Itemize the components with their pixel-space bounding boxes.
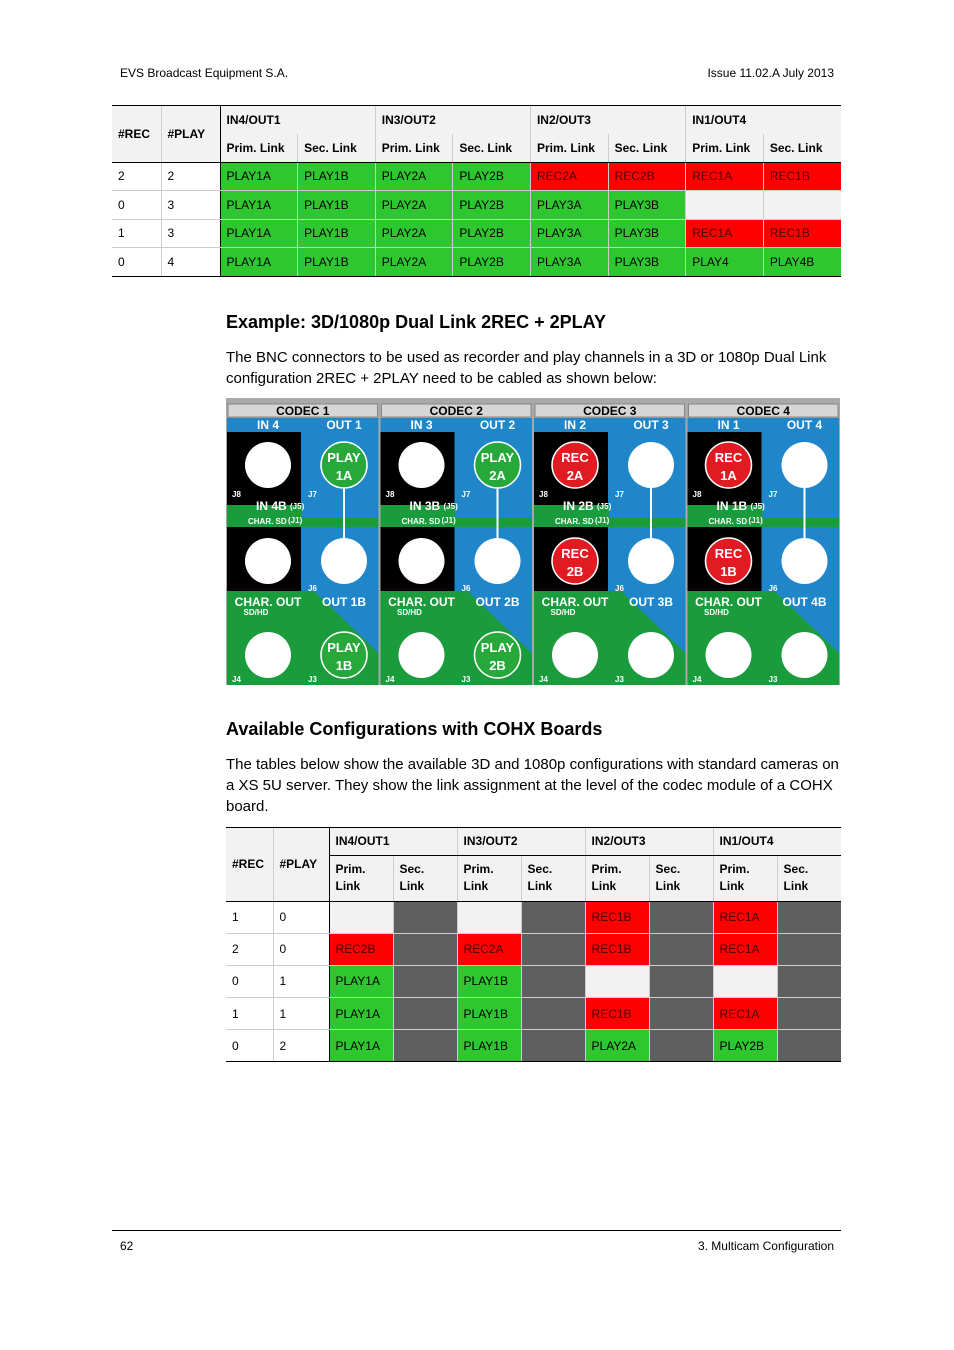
- jack-label: J8: [539, 490, 548, 499]
- table-cell: PLAY1A: [220, 248, 298, 277]
- link-subheader: Sec. Link: [608, 134, 686, 162]
- table-cell: REC2B: [608, 162, 686, 191]
- link-subheader: Prim. Link: [457, 855, 521, 901]
- jack-label: J7: [768, 490, 778, 499]
- table-cell: PLAY2B: [713, 1030, 777, 1062]
- group-header: IN1/OUT4: [713, 828, 841, 855]
- table-cell: [649, 1030, 713, 1062]
- table-cell: REC1A: [686, 219, 764, 248]
- table-cell: PLAY2A: [375, 191, 453, 220]
- in-label: IN 3: [410, 418, 433, 432]
- table-cell: 2: [226, 933, 273, 965]
- table-cell: 0: [226, 965, 273, 997]
- table-cell: REC1A: [686, 162, 764, 191]
- char-sd-label: CHAR. SD: [555, 517, 594, 526]
- table-cell: PLAY1A: [220, 191, 298, 220]
- jack-label: J4: [232, 675, 241, 684]
- jack-label: J4: [385, 675, 395, 684]
- table-cell: REC1A: [713, 933, 777, 965]
- link-subheader: Sec. Link: [521, 855, 585, 901]
- bnc-connector-label: PLAY: [480, 450, 515, 465]
- col-rec-header: #REC: [112, 106, 161, 162]
- sdhd-label: SD/HD: [550, 608, 576, 617]
- table-cell: [393, 998, 457, 1030]
- table-cell: 2: [112, 162, 161, 191]
- bnc-connector-label: 1B: [720, 564, 737, 579]
- table-cell: [777, 998, 841, 1030]
- table-cell: REC1A: [713, 901, 777, 933]
- table-cell: PLAY2A: [375, 248, 453, 277]
- table-cell: 0: [273, 901, 329, 933]
- bnc-connector: [628, 442, 674, 488]
- table-row: [112, 219, 841, 248]
- jack-label: J6: [615, 584, 624, 593]
- table-cell: PLAY3B: [608, 248, 686, 277]
- table-cell: 1: [226, 901, 273, 933]
- jack-label: J6: [768, 584, 778, 593]
- bnc-connector: [628, 538, 674, 584]
- table-cell: [649, 998, 713, 1030]
- link-subheader: Prim. Link: [375, 134, 453, 162]
- group-header: IN4/OUT1: [220, 106, 375, 134]
- jack-label: (J1): [288, 516, 303, 525]
- bnc-connector-label: PLAY: [480, 640, 515, 655]
- bnc-connector: [552, 632, 598, 678]
- jack-label: J3: [461, 675, 471, 684]
- group-header: IN2/OUT3: [585, 828, 713, 855]
- link-subheader: Sec. Link: [649, 855, 713, 901]
- in-label: IN 2: [563, 418, 587, 432]
- jack-label: J8: [232, 490, 241, 499]
- link-subheader: Sec. Link: [777, 855, 841, 901]
- table-cell: PLAY2B: [453, 162, 531, 191]
- table-cell: REC1B: [763, 162, 841, 191]
- table-cell: PLAY1A: [329, 965, 393, 997]
- jack-label: (J5): [443, 502, 458, 511]
- table-cell: [329, 901, 393, 933]
- table-cell: [457, 901, 521, 933]
- bnc-connector-label: 2B: [566, 564, 584, 579]
- chapter-name: 3. Multicam Configuration: [697, 1239, 834, 1253]
- char-sd-label: CHAR. SD: [401, 517, 441, 526]
- col-play-header: #PLAY: [161, 106, 220, 162]
- out-b-label: OUT 1B: [321, 595, 367, 609]
- table-cell: [521, 901, 585, 933]
- table-cell: 4: [161, 248, 220, 277]
- out-label: OUT 3: [633, 418, 669, 432]
- col-play-header: #PLAY: [273, 828, 329, 901]
- table-cell: PLAY3A: [530, 219, 608, 248]
- table-cell: [777, 901, 841, 933]
- char-out-label: CHAR. OUT: [234, 595, 302, 609]
- table-row: [226, 901, 841, 933]
- table-cell: 2: [161, 162, 220, 191]
- table-cell: PLAY1A: [329, 1030, 393, 1062]
- table-cell: [649, 965, 713, 997]
- bnc-connector: [399, 538, 445, 584]
- table-cell: [649, 933, 713, 965]
- table-cell: 0: [273, 933, 329, 965]
- table-cell: [713, 965, 777, 997]
- in-label: IN 4: [256, 418, 280, 432]
- table-cell: REC1B: [585, 901, 649, 933]
- table-cell: REC1B: [585, 998, 649, 1030]
- table-cell: [649, 901, 713, 933]
- table-cell: PLAY1A: [220, 219, 298, 248]
- jack-label: J6: [308, 584, 317, 593]
- bnc-connector: [628, 632, 674, 678]
- jack-label: J8: [385, 490, 395, 499]
- bnc-connector: [245, 538, 291, 584]
- table-cell: PLAY1B: [298, 162, 376, 191]
- codec-title: CODEC 4: [736, 404, 790, 418]
- sdhd-label: SD/HD: [397, 608, 422, 617]
- link-subheader: Prim. Link: [329, 855, 393, 901]
- table-cell: PLAY2A: [375, 162, 453, 191]
- table-row: [112, 248, 841, 277]
- section-title-cohx: Available Configurations with COHX Boards: [226, 719, 603, 739]
- jack-label: (J5): [597, 502, 612, 511]
- bnc-connector: [782, 538, 828, 584]
- bnc-connector-label: 1A: [335, 468, 353, 483]
- table-cell: PLAY4: [686, 248, 764, 277]
- jack-label: J7: [308, 490, 317, 499]
- table-cell: PLAY1A: [220, 162, 298, 191]
- out-label: OUT 2: [479, 418, 516, 432]
- config-table-2: [226, 828, 841, 1062]
- bnc-connector-label: 2A: [566, 468, 584, 483]
- table-cell: PLAY3B: [608, 219, 686, 248]
- bnc-connector-label: 1A: [720, 468, 737, 483]
- table-cell: 1: [273, 965, 329, 997]
- table-cell: 3: [161, 219, 220, 248]
- table-cell: [521, 933, 585, 965]
- table-row: [112, 162, 841, 191]
- out-label: OUT 1: [326, 418, 362, 432]
- header-issue: Issue 11.02.A July 2013: [707, 66, 834, 80]
- table-cell: [393, 1030, 457, 1062]
- table-cell: 2: [273, 1030, 329, 1062]
- bnc-connector-label: REC: [714, 450, 743, 465]
- bnc-connector-label: 1B: [335, 658, 353, 673]
- table-row: [226, 933, 841, 965]
- bnc-connector: [706, 632, 752, 678]
- table-cell: PLAY2A: [585, 1030, 649, 1062]
- table-cell: PLAY1B: [457, 998, 521, 1030]
- jack-label: J4: [539, 675, 548, 684]
- jack-label: (J1): [748, 516, 763, 525]
- table-cell: [393, 933, 457, 965]
- bnc-connector: [782, 632, 828, 678]
- bnc-connector: [245, 632, 291, 678]
- table-cell: REC2A: [457, 933, 521, 965]
- table-cell: 0: [226, 1030, 273, 1062]
- table-cell: [777, 1030, 841, 1062]
- table-cell: PLAY2B: [453, 191, 531, 220]
- jack-label: (J5): [290, 502, 305, 511]
- group-header: IN4/OUT1: [329, 828, 457, 855]
- link-subheader: Prim. Link: [585, 855, 649, 901]
- table-cell: [521, 965, 585, 997]
- jack-label: J3: [308, 675, 317, 684]
- table-cell: [686, 191, 764, 220]
- header-company: EVS Broadcast Equipment S.A.: [120, 66, 289, 80]
- link-subheader: Prim. Link: [713, 855, 777, 901]
- in-b-label: IN 3B: [409, 499, 441, 513]
- bnc-connector-label: REC: [714, 546, 743, 561]
- table-cell: REC2B: [329, 933, 393, 965]
- link-subheader: Sec. Link: [763, 134, 841, 162]
- codec-title: CODEC 1: [276, 404, 330, 418]
- table-cell: 1: [226, 998, 273, 1030]
- sdhd-label: SD/HD: [243, 608, 269, 617]
- char-sd-label: CHAR. SD: [708, 517, 748, 526]
- bnc-connector-label: REC: [561, 450, 589, 465]
- page-number: 62: [120, 1239, 134, 1253]
- table-cell: 0: [112, 248, 161, 277]
- char-out-label: CHAR. OUT: [695, 595, 762, 609]
- bnc-connector: [782, 442, 828, 488]
- jack-label: (J1): [595, 516, 610, 525]
- table-cell: PLAY3A: [530, 248, 608, 277]
- bnc-connector-label: PLAY: [327, 450, 361, 465]
- in-b-label: IN 4B: [256, 499, 287, 513]
- section-title-example: Example: 3D/1080p Dual Link 2REC + 2PLAY: [226, 312, 606, 332]
- link-subheader: Sec. Link: [298, 134, 376, 162]
- char-out-label: CHAR. OUT: [541, 595, 609, 609]
- table-row: [226, 1030, 841, 1062]
- link-subheader: Sec. Link: [453, 134, 531, 162]
- jack-label: J7: [461, 490, 471, 499]
- out-b-label: OUT 4B: [782, 595, 827, 609]
- table-cell: [777, 933, 841, 965]
- bnc-connector: [321, 538, 367, 584]
- table-cell: PLAY1B: [457, 1030, 521, 1062]
- bnc-connector: [245, 442, 291, 488]
- table-cell: REC1B: [763, 219, 841, 248]
- table-row: [226, 998, 841, 1030]
- char-sd-label: CHAR. SD: [248, 517, 287, 526]
- table-cell: [585, 965, 649, 997]
- table-cell: PLAY3A: [530, 191, 608, 220]
- jack-label: (J5): [750, 502, 765, 511]
- jack-label: J3: [615, 675, 624, 684]
- in-b-label: IN 2B: [563, 499, 594, 513]
- table-cell: REC1A: [713, 998, 777, 1030]
- table-cell: [521, 1030, 585, 1062]
- table-cell: PLAY1B: [457, 965, 521, 997]
- in-b-label: IN 1B: [716, 499, 748, 513]
- link-subheader: Prim. Link: [220, 134, 298, 162]
- table-cell: 3: [161, 191, 220, 220]
- table-cell: PLAY4B: [763, 248, 841, 277]
- table-cell: PLAY2B: [453, 219, 531, 248]
- section-body-example: The BNC connectors to be used as recorder and play channels in a 3D or 1080p Dual Link configuration 2REC + 2PLAY need to be cabled as shown below:: [226, 349, 827, 387]
- footer-rule: [112, 1230, 841, 1231]
- jack-label: J4: [692, 675, 702, 684]
- table-row: [226, 965, 841, 997]
- jack-label: J6: [461, 584, 471, 593]
- char-out-label: CHAR. OUT: [388, 595, 455, 609]
- group-header: IN1/OUT4: [686, 106, 841, 134]
- table-cell: 1: [112, 219, 161, 248]
- col-rec-header: #REC: [226, 828, 273, 901]
- section-body-cohx: The tables below show the available 3D and 1080p configurations with standard cameras on a XS 5U server. They show the link assignment at the level of the codec module of a COHX board.: [226, 756, 839, 815]
- jack-label: J8: [692, 490, 702, 499]
- table-cell: 0: [112, 191, 161, 220]
- table-row: [112, 191, 841, 220]
- table-cell: [777, 965, 841, 997]
- jack-label: (J1): [441, 516, 456, 525]
- bnc-connector-diagram: [226, 398, 840, 685]
- group-header: IN3/OUT2: [457, 828, 585, 855]
- codec-title: CODEC 3: [583, 404, 637, 418]
- table-cell: [763, 191, 841, 220]
- table-cell: 1: [273, 998, 329, 1030]
- out-label: OUT 4: [786, 418, 823, 432]
- link-subheader: Sec. Link: [393, 855, 457, 901]
- table-cell: REC2A: [530, 162, 608, 191]
- out-b-label: OUT 3B: [628, 595, 674, 609]
- link-subheader: Prim. Link: [686, 134, 764, 162]
- table-cell: PLAY1A: [329, 998, 393, 1030]
- bnc-connector-label: PLAY: [327, 640, 361, 655]
- table-cell: PLAY1B: [298, 191, 376, 220]
- table-cell: [521, 998, 585, 1030]
- bnc-connector: [475, 538, 521, 584]
- bnc-connector: [399, 632, 445, 678]
- out-b-label: OUT 2B: [475, 595, 520, 609]
- bnc-connector: [399, 442, 445, 488]
- link-subheader: Prim. Link: [530, 134, 608, 162]
- bnc-connector-label: REC: [561, 546, 589, 561]
- table-cell: PLAY1B: [298, 219, 376, 248]
- jack-label: J3: [768, 675, 778, 684]
- bnc-connector-label: 2B: [489, 658, 506, 673]
- bnc-connector-label: 2A: [489, 468, 506, 483]
- table-cell: REC1B: [585, 933, 649, 965]
- codec-title: CODEC 2: [429, 404, 483, 418]
- table-cell: PLAY2B: [453, 248, 531, 277]
- jack-label: J7: [615, 490, 624, 499]
- group-header: IN3/OUT2: [375, 106, 530, 134]
- table-cell: PLAY2A: [375, 219, 453, 248]
- in-label: IN 1: [717, 418, 740, 432]
- sdhd-label: SD/HD: [704, 608, 729, 617]
- table-cell: PLAY3B: [608, 191, 686, 220]
- config-table-1: [112, 106, 841, 277]
- table-cell: [393, 901, 457, 933]
- table-cell: [393, 965, 457, 997]
- table-cell: PLAY1B: [298, 248, 376, 277]
- group-header: IN2/OUT3: [530, 106, 685, 134]
